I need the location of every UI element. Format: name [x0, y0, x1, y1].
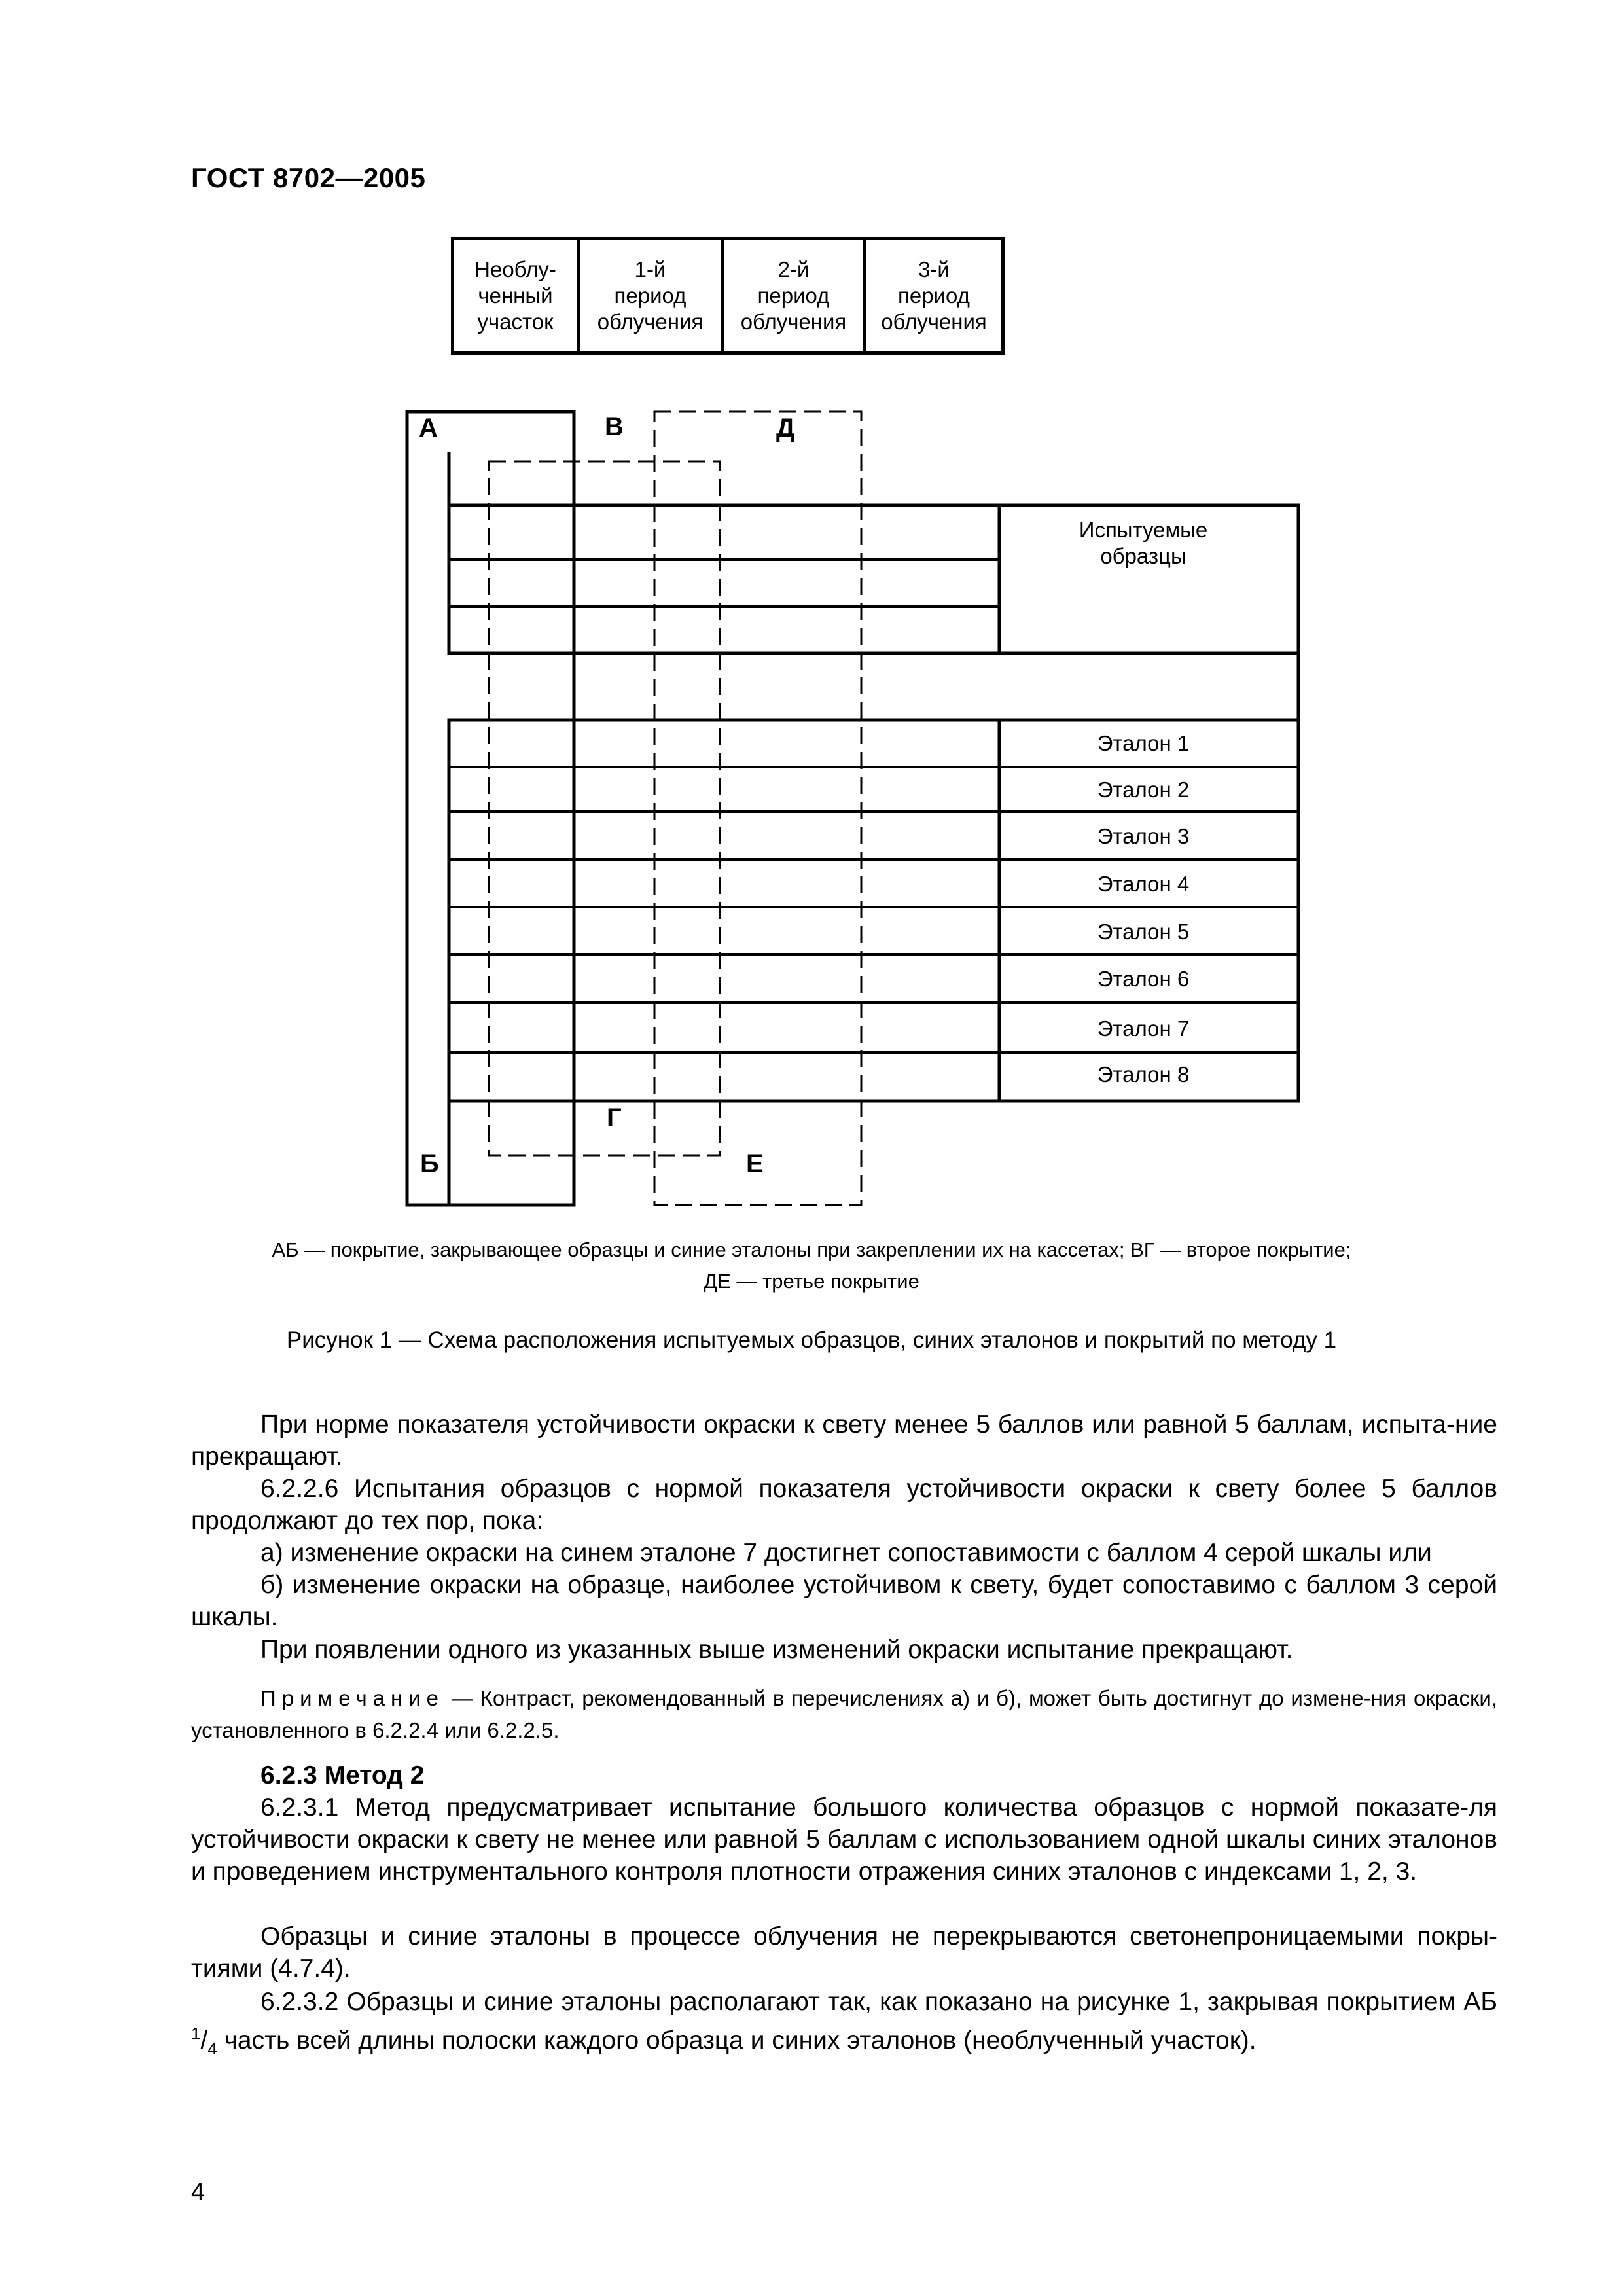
cover-ab-outline [407, 412, 574, 1205]
page-number: 4 [191, 2178, 205, 2205]
etalon-label: Эталон 5 [1097, 920, 1190, 944]
document-code: ГОСТ 8702—2005 [191, 162, 426, 193]
fraction-numerator: 1 [191, 2024, 201, 2043]
header-cell-period-3: 3-й период облучения [881, 257, 987, 334]
note [191, 1682, 1497, 1746]
letter-d: Д [776, 414, 795, 442]
figure-legend-line-2: ДЕ — третье покрытие [704, 1270, 919, 1293]
fraction-denominator: 4 [207, 2038, 217, 2058]
paragraph: Образцы и синие эталоны в процессе облучения не перекрываются светонепроницаемыми покры-тиями (4.7.4). [191, 1922, 1497, 1982]
etalon-label: Эталон 6 [1097, 967, 1190, 991]
letter-e: Е [746, 1149, 764, 1178]
list-item-b: б) изменение окраски на образце, наиболее устойчивом к свету, будет сопоставимо с баллом 3 серой шкалы. [191, 1571, 1497, 1631]
paragraph-6-2-3-2: 6.2.3.2 Образцы и синие эталоны располагают так, как показано на рисунке 1, закрывая покрытием АБ $^1/_4$ часть всей длины полоски каждого образца и синих эталонов (необлученный участок). [191, 1988, 1497, 2058]
section-title: 6.2.3 Метод 2 [260, 1761, 425, 1789]
paragraph: При норме показателя устойчивости окраски к свету менее 5 баллов или равной 5 баллам, испыта-ние прекращают. [191, 1410, 1497, 1471]
letter-a: А [419, 414, 438, 442]
figure-caption: Рисунок 1 — Схема расположения испытуемых образцов, синих эталонов и покрытий по методу 1 [286, 1327, 1337, 1353]
note-text: — Контраст, рекомендованный в перечислениях а) и б), может быть достигнут до измене-ния окраски, установленного в 6.2.2.4 или 6.2.2.5. [191, 1686, 1497, 1742]
paragraph-6-2-2-6: 6.2.2.6 Испытания образцов с нормой показателя устойчивости окраски к свету более 5 баллов продолжают до тех пор, пока: [191, 1475, 1497, 1535]
paragraph: При появлении одного из указанных выше изменений окраски испытание прекращают. [260, 1636, 1293, 1664]
header-cell-unexposed: Необлу- ченный участок [454, 240, 580, 351]
letter-g: Г [607, 1103, 622, 1132]
letter-b: Б [420, 1149, 439, 1178]
list-item-a: а) изменение окраски на синем эталоне 7 достигнет сопоставимости с баллом 4 серой шкалы или [260, 1539, 1432, 1567]
etalon-label: Эталон 7 [1097, 1016, 1190, 1041]
etalon-label: Эталон 3 [1097, 824, 1190, 848]
paragraph-6-2-3-1: 6.2.3.1 Метод предусматривает испытание большого количества образцов с нормой показате-ля устойчивости окраски к свету не менее или равной 5 баллам с использованием одной шкалы синих эталонов и проведением инструментального контроля плотности отражения синих эталонов с индексами 1, 2, 3. [191, 1793, 1497, 1886]
etalon-label: Эталон 2 [1097, 778, 1190, 802]
etalon-label: Эталон 8 [1097, 1062, 1190, 1086]
etalon-label: Эталон 1 [1097, 731, 1190, 755]
header-cell-period-1: 1-й период облучения [580, 240, 724, 351]
etalon-label: Эталон 4 [1097, 872, 1190, 896]
cover-de-outline [654, 412, 861, 1205]
letter-v: В [605, 412, 624, 441]
paragraph-text: часть всей длины полоски каждого образца и синих эталонов (необлученный участок). [217, 2026, 1257, 2054]
figure-legend-line-1: АБ — покрытие, закрывающее образцы и синие эталоны при закреплении их на кассетах; ВГ — второе покрытие; [272, 1238, 1351, 1261]
header-cell-period-2: 2-й период облучения [724, 240, 866, 351]
paragraph-text: 6.2.3.2 Образцы и синие эталоны располагают так, как показано на рисунке 1, закрывая покрытием АБ [260, 1988, 1497, 2016]
samples-label: Испытуемые образцы [1079, 518, 1208, 568]
note-label: Примечание [260, 1686, 445, 1710]
